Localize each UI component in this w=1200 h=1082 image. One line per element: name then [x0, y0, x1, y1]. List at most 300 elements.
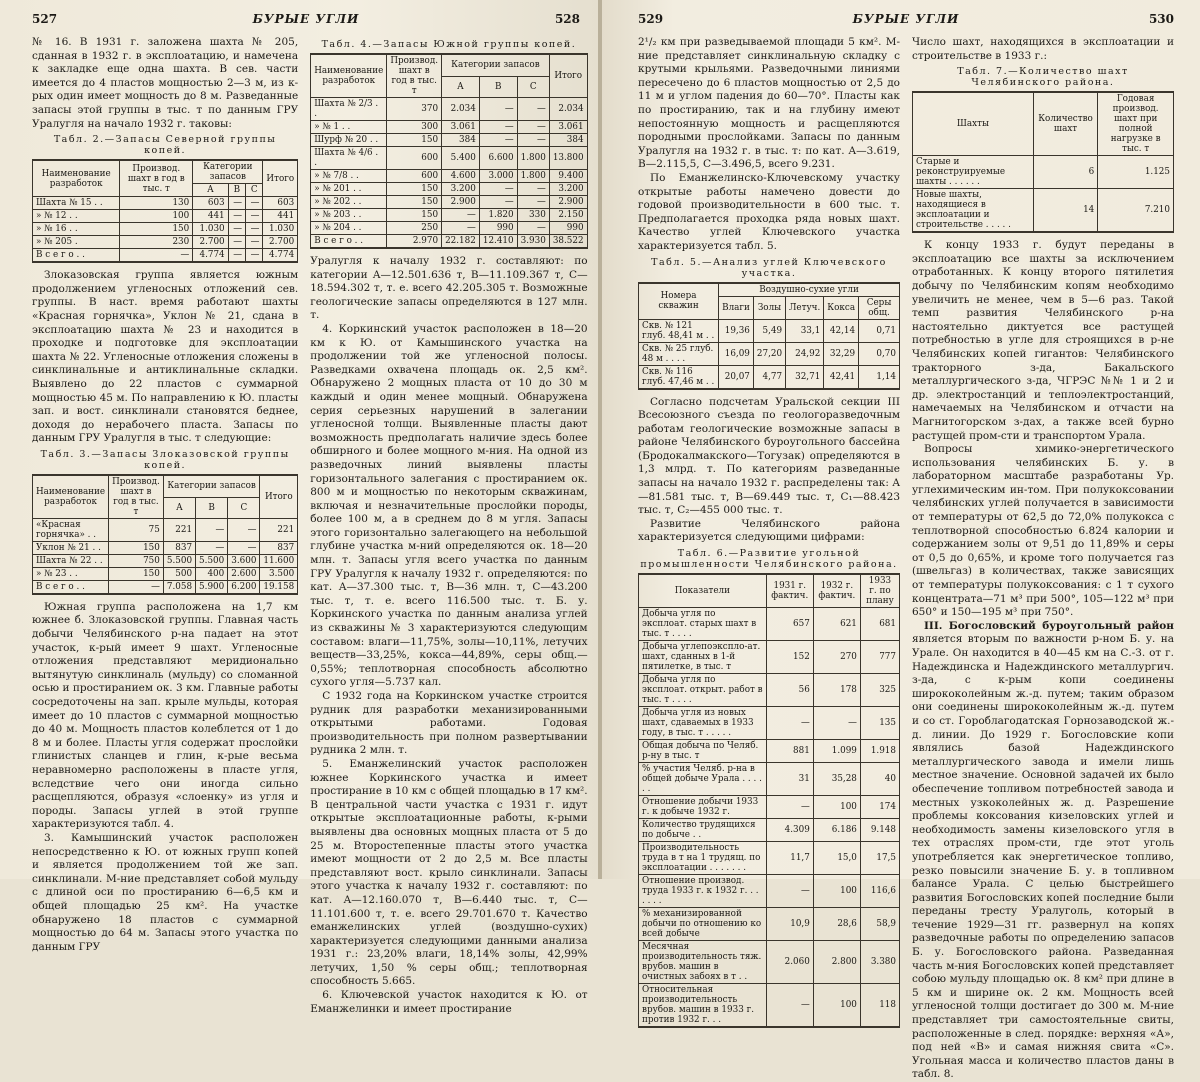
page-number-528: 528 [554, 12, 580, 26]
paragraph: По Еманжелинско-Ключевскому участку открытые работы намечено довести до годовой производительности в 600 тыс. т. Предполагается проходка ряда новых шахт. Качество углей Ключевского участка характеризуется табл. 5. [638, 171, 900, 252]
table-cell: 2.034 [549, 98, 587, 121]
row-label: Количество трудящихся по добыче . . [639, 819, 767, 842]
table-cell: — [442, 222, 480, 235]
table-body [311, 98, 587, 249]
table-header: A [163, 497, 195, 518]
running-title-left: БУРЫЕ УГЛИ [252, 12, 360, 26]
table-cell: — [766, 984, 813, 1028]
table-cell: 118 [860, 984, 899, 1028]
row-label: % участия Челяб. р-на в общей добыче Урала . . . . . . [639, 763, 767, 796]
table-cell: — [517, 222, 549, 235]
table-cell: 4.774 [193, 249, 228, 263]
table-header: Наименование разработок [33, 475, 109, 519]
table-cell: 1.918 [860, 740, 899, 763]
row-label: » № 23 . . [33, 567, 109, 580]
table-cell: 4.600 [442, 170, 480, 183]
table-cell: 1.030 [263, 223, 298, 236]
table-cell: 5.400 [442, 147, 480, 170]
table-row [33, 223, 298, 236]
row-label: » № 1 . . [311, 121, 387, 134]
table-header: Золы [753, 296, 785, 319]
table-cell: 42,14 [824, 319, 859, 342]
table-caption: Табл. 5.—Анализ углей Ключевского участка. [651, 256, 887, 279]
table-cell: 2.800 [813, 941, 860, 984]
table-cell: 174 [860, 796, 899, 819]
table-cell: 24,92 [786, 342, 824, 365]
table-row [913, 156, 1174, 189]
table-cell: 75 [109, 518, 164, 541]
table-cell: 5.900 [196, 580, 228, 594]
row-label: Шахта № 22 . . [33, 554, 109, 567]
table-cell: — [246, 223, 263, 236]
running-title-right: БУРЫЕ УГЛИ [852, 12, 960, 26]
table-4 [310, 53, 587, 249]
table-cell: 881 [766, 740, 813, 763]
table-cell: — [766, 707, 813, 740]
table-cell: 1.800 [517, 147, 549, 170]
paragraph: Злоказовская группа является южным продолжением угленосных отложений сев. группы. В наст. время работают шахты «Красная горнячка», Уклон № 21, сдана в эксплоатацию шахта № 23 и находится в проходке и подготовке для эксплоатации шахта № 22. Угленосные отложения сложены в синклинальные и антиклинальные складки. Выявлено до 22 пластов с суммарной мощностью 45 м. По направлению к Ю. пласты зап. и вост. синклинали становятся беднее, доходя до нерабочего пласта. Запасы по данным ГРУ Уралугля в тыс. т следующие: [32, 269, 299, 445]
table-cell: 657 [766, 608, 813, 641]
table-header: Серы общ. [859, 296, 900, 319]
table-cell: 2.600 [228, 567, 260, 580]
table-caption: Табл. 4.—Запасы Южной группы копей. [321, 39, 577, 50]
row-label: Добыча угля из новых шахт, сдаваемых в 1933 году, в тыс. т . . . . . [639, 707, 767, 740]
table-caption: Табл. 6.—Развитие угольной промышленности Челябинского района. [640, 548, 898, 571]
table-header: B [196, 497, 228, 518]
table-7 [912, 91, 1174, 233]
table-row [33, 580, 298, 594]
table-5 [638, 282, 900, 390]
paragraph: Развитие Челябинского района характеризуется следующими цифрами: [638, 517, 900, 544]
table-cell: 100 [813, 875, 860, 908]
table-row [639, 875, 900, 908]
table-cell: 16,09 [719, 342, 754, 365]
table-cell: 3.000 [479, 170, 517, 183]
table-header: Наименование разработок [33, 160, 120, 197]
table-cell: 300 [387, 121, 442, 134]
row-label: Шахта № 2/3 . . [311, 98, 387, 121]
row-label: Отношение производ. труда 1933 г. к 1932 г. . . . . . . [639, 875, 767, 908]
column-530 [912, 36, 1174, 1081]
right-page-header [638, 12, 1174, 34]
table-header: Наименование разработок [311, 54, 387, 98]
table-cell: — [228, 518, 260, 541]
table-header: Количество шахт [1033, 92, 1098, 156]
table-cell: 837 [163, 541, 195, 554]
table-row [639, 984, 900, 1028]
table-cell: 6.200 [228, 580, 260, 594]
table-cell: — [246, 210, 263, 223]
table-cell: 3.061 [549, 121, 587, 134]
table-cell: — [228, 223, 245, 236]
table-header: 1933 г. по плану [860, 574, 899, 608]
table-header: Итого [549, 54, 587, 98]
table-cell: — [196, 541, 228, 554]
table-cell: 32,29 [824, 342, 859, 365]
table-cell: 150 [387, 209, 442, 222]
table-cell: 40 [860, 763, 899, 796]
table-header: Производ. шахт в год в тыс. т [387, 54, 442, 98]
table-cell: 990 [549, 222, 587, 235]
row-label: Отношение добычи 1933 г. к добыче 1932 г. [639, 796, 767, 819]
row-label: Добыча угля по эксплоат. открыт. работ в тыс. т . . . . [639, 674, 767, 707]
table-cell: 2.970 [387, 235, 442, 249]
table-caption: Табл. 3.—Запасы Злоказовской группы копей. [40, 448, 290, 471]
table-header: A [193, 184, 228, 197]
table-row [311, 196, 587, 209]
table-cell: 600 [387, 170, 442, 183]
row-label: Месячная производительность тяж. врубов. машин в очистных забоях в т . . [639, 941, 767, 984]
table-row [639, 842, 900, 875]
table-row [33, 249, 298, 263]
paragraph: С 1932 года на Коркинском участке строится рудник для разработки механизированными открытыми работами. Годовая производительность при полном развертывании рудника 2 млн. т. [310, 690, 588, 757]
paragraph: 2¹/₂ км при разведываемой площади 5 км². М-ние представляет синклинальную складку с крутыми крыльями. Разведочными линиями пересечено до 6 пластов мощностью от 2,5 до 11 м и углом падения до 60—70°. Пласты как по простиранию, так и на глубину имеют непостоянную мощность и расщепляются породными прослойками. Запасы по данным Уралугля на 1932 г. в тыс. т: по кат. A—3.619, B—2.115,5, C—3.496,5, всего 9.231. [638, 36, 900, 171]
table-cell: 22.182 [442, 235, 480, 249]
table-cell: 152 [766, 641, 813, 674]
table-cell: 603 [193, 197, 228, 210]
table-cell: 33,1 [786, 319, 824, 342]
table-body [913, 156, 1174, 233]
table-cell: 150 [387, 196, 442, 209]
table-cell: 5.500 [163, 554, 195, 567]
table-cell: 2.060 [766, 941, 813, 984]
row-label: Шахта № 4/6 . . [311, 147, 387, 170]
table-header: Категории запасов [193, 160, 263, 184]
table-row [639, 941, 900, 984]
table-cell: 15,0 [813, 842, 860, 875]
section-heading: III. Богословский буроугольный район [924, 619, 1174, 632]
table-header: Категории запасов [163, 475, 260, 497]
table-cell: 38.522 [549, 235, 587, 249]
table-cell: 4.774 [263, 249, 298, 263]
table-cell: 2.150 [549, 209, 587, 222]
table-cell: 2.900 [442, 196, 480, 209]
table-cell: 441 [193, 210, 228, 223]
table-6 [638, 573, 900, 1028]
table-cell: 100 [120, 210, 193, 223]
paragraph: № 16. В 1931 г. заложена шахта № 205, сданная в 1932 г. в эксплоатацию, и намечена к закладке еще одна шахта. В сев. части имеется до 4 пластов мощностью 2—3 м, из к-рых один имеет мощность до 8 м. Разведанные запасы этой группы в тыс. т по данным ГРУ Уралугля на начало 1932 г. таковы: [32, 36, 299, 130]
table-cell: 13.800 [549, 147, 587, 170]
table-row [639, 707, 900, 740]
row-label: В с е г о . . [311, 235, 387, 249]
paragraph: Вопросы химико-энергетического использования челябинских Б. у. в лабораторном масштабе разработаны Ур. углехимическим ин-том. При полукоксовании челябинских углей получается в зависимости от температуры от 62,5 до 72,0% полукокса с теплотворной способностью 6.824 калории и содержанием золы от 9,51 до 11,89% и серы от 0,5 до 0,65%, и кроме того получается газ (швельгаз) в количествах, также зависящих от температуры полукоксования: с 1 т сухого концентрата—71 м³ при 500°, 105—122 м³ при 650° и 150—195 м³ при 750°. [912, 443, 1174, 619]
table-row [639, 819, 900, 842]
table-cell: 150 [109, 541, 164, 554]
row-label: Добыча углепоэкспло-ат. шахт, сданных в 1-й пятилетке, в тыс. т [639, 641, 767, 674]
table-cell: 135 [860, 707, 899, 740]
table-cell: 100 [813, 984, 860, 1028]
table-cell: 3.600 [228, 554, 260, 567]
table-header: C [517, 76, 549, 97]
table-row [639, 365, 900, 389]
row-label: » № 201 . . [311, 183, 387, 196]
table-header: Влаги [719, 296, 754, 319]
paragraph: Уралугля к началу 1932 г. составляют: по категории A—12.501.636 т, B—11.109.367 т, C—18.594.302 т, т. е. всего 42.205.305 т. Возможные геологические запасы определяются в 127 млн. т. [310, 255, 588, 322]
table-cell: 3.380 [860, 941, 899, 984]
table-cell: 681 [860, 608, 899, 641]
table-cell: 35,28 [813, 763, 860, 796]
table-header: Производ. шахт в год в тыс. т [109, 475, 164, 519]
table-cell: — [246, 249, 263, 263]
table-cell: — [228, 236, 245, 249]
table-cell: 178 [813, 674, 860, 707]
table-header: Годовая производ. шахт при полной нагрузке в тыс. т [1098, 92, 1174, 156]
table-cell: 370 [387, 98, 442, 121]
table-cell: 6.600 [479, 147, 517, 170]
table-cell: 19.158 [260, 580, 298, 594]
paragraph: Согласно подсчетам Уральской секции III Всесоюзного съезда по геологоразведочным работам геологические возможные запасы в районе Челябинского буроугольного бассейна (Бродокалмакского—Тогузак) определяются в 1,3 млрд. т. По категориям разведанные запасы на начало 1932 г. распределены так: A—81.581 тыс. т, B—69.449 тыс. т, C₁—88.423 тыс. т, C₂—455 000 тыс. т. [638, 395, 900, 517]
table-cell: 31 [766, 763, 813, 796]
table-row [33, 210, 298, 223]
paragraph: 5. Еманжелинский участок расположен южнее Коркинского участка и имеет простирание в 10 км с общей площадью в 17 км². В центральной части участка с 1931 г. идут открытые эксплоатационные работы, к-рыми выявлены два основных мощных пласта от 5 до 25 м. Второстепенные пласты этого участка имеют мощности от 2 до 2,5 м. Все пласты представляют вост. крыло синклинали. Запасы этого участка к началу 1932 г. составляют: по кат. A—12.160.070 т, B—6.440 тыс. т, C—11.101.600 т, т. е. всего 29.701.670 т. Качество еманжелинских углей (воздушно-сухих) характеризуется следующими данными анализа 1931 г.: 23,20% влаги, 18,14% золы, 42,99% летучих, 1,50 % серы общ.; теплотворная способность 5.665. [310, 757, 588, 988]
table-header: C [246, 184, 263, 197]
paragraph-text: является вторым по важности р-ном Б. у. на Урале. Он находится в 40—45 км на С.-З. от г. Надеждинска и Надеждинского металлургич. з-да, с к-рым копи соединены ширококолейным ж.-д. путем; таким образом они соединены ширококолейным ж.-д. путем и со ст. Гороблагодатская Горнозаводской ж.-д. линии. До 1929 г. Богословские копи являлись базой Надеждинского металлургического завода и имели лишь местное значение. Основной задачей их было обеспечение топливом потребностей завода и местных узкоколейных ж. д. Разрешение проблемы коксования кизеловских углей и необходимость замены кизеловского угля в тех отраслях пром-сти, где этот уголь употребляется как энергетическое топливо, резко повысили значение Б. у. в топливном балансе Урала. С целью быстрейшего развития Богословских копей последние были переданы тресту Уралуголь, который в течение 1929—31 гг. развернул на копях разведочные работы по определению запасов Б. у. Богословского района. Разведанная часть м-ния Богословских копей представляет собою мульду площадью ок. 8 км² при длине в 5 км и ширине ок. 2 км. Мощность всей угленосной толщи достигает до 300 м. М-ние представляет три самостоятельные свиты, расположенные в след. порядке: верхняя «А», под ней «В» и самая нижняя свита «С». Угольная масса и количество пластов даны в табл. 8. [912, 633, 1174, 1081]
table-row [311, 121, 587, 134]
table-cell: 150 [387, 134, 442, 147]
table-cell: 19,36 [719, 319, 754, 342]
table-row [639, 342, 900, 365]
table-cell: 3.061 [442, 121, 480, 134]
table-cell: — [517, 98, 549, 121]
table-cell: 100 [813, 796, 860, 819]
table-row [311, 183, 587, 196]
table-cell: 150 [120, 223, 193, 236]
row-label: » № 202 . . [311, 196, 387, 209]
row-label: Производительность труда в т на 1 трудящ. по эксплоатации . . . . . . . [639, 842, 767, 875]
table-cell: 0,71 [859, 319, 900, 342]
table-cell: 621 [813, 608, 860, 641]
table-cell: 500 [163, 567, 195, 580]
table-header: Показатели [639, 574, 767, 608]
table-cell: 777 [860, 641, 899, 674]
table-caption: Табл. 2.—Запасы Северной группы копей. [53, 134, 277, 157]
table-cell: — [120, 249, 193, 263]
table-cell: 4,77 [753, 365, 785, 389]
table-row [639, 763, 900, 796]
table-row [639, 319, 900, 342]
table-cell: 3.930 [517, 235, 549, 249]
table-cell: 6.186 [813, 819, 860, 842]
table-row [913, 189, 1174, 233]
table-cell: 12.410 [479, 235, 517, 249]
table-cell: — [109, 580, 164, 594]
table-cell: 14 [1033, 189, 1098, 233]
table-cell: 5.500 [196, 554, 228, 567]
paragraph [912, 620, 1174, 1082]
table-row [33, 197, 298, 210]
row-label: Новые шахты, находящиеся в эксплоатации и строительстве . . . . . [913, 189, 1034, 233]
table-cell: — [479, 183, 517, 196]
paragraph: 6. Ключевской участок находится к Ю. от Еманжелинки и имеет простирание [310, 989, 588, 1015]
table-header: Номера скважин [639, 283, 719, 320]
row-label: Скв. № 25 глуб. 48 м . . . . [639, 342, 719, 365]
table-cell: 42,41 [824, 365, 859, 389]
paragraph: 3. Камышинский участок расположен непосредственно к Ю. от южных групп копей и является продолжением той же зап. синклинали. М-ние представляет собой мульду с длиной оси по простиранию 6—6,5 км и общей площадью 25 км². На участке обнаружено 18 пластов с суммарной мощностью до 64 м. Запасы этого участка по данным ГРУ [32, 831, 299, 953]
right-page [602, 0, 1200, 1081]
table-cell: 2.034 [442, 98, 480, 121]
table-cell: 32,71 [786, 365, 824, 389]
row-label: Старые и реконструируемые шахты . . . . . . [913, 156, 1034, 189]
table-cell: 0,70 [859, 342, 900, 365]
row-label: Скв. № 121 глуб. 48,41 м . . [639, 319, 719, 342]
right-page-columns [638, 36, 1174, 1081]
table-cell: 1.820 [479, 209, 517, 222]
table-cell: 400 [196, 567, 228, 580]
table-cell: — [479, 134, 517, 147]
table-row [311, 170, 587, 183]
table-cell: 58,9 [860, 908, 899, 941]
table-cell: 1.800 [517, 170, 549, 183]
table-cell: 1.030 [193, 223, 228, 236]
table-header: Летуч. [786, 296, 824, 319]
table-body [639, 319, 900, 389]
page-number-527: 527 [32, 12, 58, 26]
table-row [311, 147, 587, 170]
table-cell: 17,5 [860, 842, 899, 875]
table-row [639, 740, 900, 763]
table-cell: 150 [109, 567, 164, 580]
row-label: » № 16 . . [33, 223, 120, 236]
table-cell: 3.200 [549, 183, 587, 196]
table-row [33, 541, 298, 554]
row-label: Добыча угля по эксплоат. старых шахт в тыс. т . . . . [639, 608, 767, 641]
table-cell: 384 [549, 134, 587, 147]
table-cell: 325 [860, 674, 899, 707]
table-cell: 600 [387, 147, 442, 170]
page-number-529: 529 [638, 12, 664, 26]
table-cell: 2.700 [263, 236, 298, 249]
table-cell: 1.099 [813, 740, 860, 763]
row-label: » № 12 . . [33, 210, 120, 223]
row-label: Шахта № 15 . . [33, 197, 120, 210]
table-cell: 3.500 [260, 567, 298, 580]
table-cell: 20,07 [719, 365, 754, 389]
row-label: % механизированной добычи по отношению ко всей добыче [639, 908, 767, 941]
table-row [311, 209, 587, 222]
table-caption: Табл. 7.—Количество шахт Челябинского района. [957, 66, 1129, 89]
table-cell: — [228, 197, 245, 210]
left-page [0, 0, 598, 1015]
table-cell: 27,20 [753, 342, 785, 365]
table-cell: 270 [813, 641, 860, 674]
table-cell: 6 [1033, 156, 1098, 189]
table-cell: 2.900 [549, 196, 587, 209]
table-row [33, 236, 298, 249]
table-row [639, 608, 900, 641]
table-row [639, 674, 900, 707]
table-header: 1932 г. фактич. [813, 574, 860, 608]
left-page-header [32, 12, 580, 34]
table-cell: — [517, 134, 549, 147]
table-header: B [479, 76, 517, 97]
paragraph: К концу 1933 г. будут переданы в эксплоатацию все шахты за исключением отработанных. К концу второго пятилетия добычу по Челябинским копям необходимо увеличить не менее, чем в 5—6 раз. Такой темп развития Челябинского р-на настоятельно диктуется все растущей потребностью в угле для строящихся в р-не Челябинских копей гигантов: Челябинского тракторного з-да, Бакальского металлургического з-да, ЧГРЭС №№ 1 и 2 и др. электростанций и теплоэлектростанций, намечаемых на Челябинском и отчасти на Магнитогорском з-дах, а также всей бурно растущей пром-сти и транспортом Урала. [912, 239, 1174, 442]
table-cell: 990 [479, 222, 517, 235]
table-cell: — [228, 541, 260, 554]
table-cell: 7.210 [1098, 189, 1174, 233]
table-header: Итого [260, 475, 298, 519]
table-cell: 9.400 [549, 170, 587, 183]
row-label: Скв. № 116 глуб. 47,46 м . . [639, 365, 719, 389]
table-cell: 603 [263, 197, 298, 210]
table-cell: 837 [260, 541, 298, 554]
table-cell: 116,6 [860, 875, 899, 908]
table-cell: 4.309 [766, 819, 813, 842]
table-cell: — [766, 875, 813, 908]
table-cell: 11.600 [260, 554, 298, 567]
row-label: «Красная горнячка» . . [33, 518, 109, 541]
table-cell: — [517, 183, 549, 196]
row-label: Шурф № 20 . . [311, 134, 387, 147]
table-body [33, 518, 298, 594]
row-label: » № 204 . . [311, 222, 387, 235]
table-row [33, 554, 298, 567]
table-cell: — [479, 98, 517, 121]
table-row [311, 222, 587, 235]
table-header: A [442, 76, 480, 97]
table-header: Категории запасов [442, 54, 550, 76]
table-row [33, 567, 298, 580]
table-cell: 150 [387, 183, 442, 196]
paragraph: Число шахт, находящихся в эксплоатации и строительстве в 1933 г.: [912, 36, 1174, 62]
table-cell: 330 [517, 209, 549, 222]
table-cell: 5,49 [753, 319, 785, 342]
table-cell: 221 [260, 518, 298, 541]
table-cell: 2.700 [193, 236, 228, 249]
column-528 [310, 36, 588, 1015]
table-cell: — [246, 197, 263, 210]
table-cell: 3.200 [442, 183, 480, 196]
table-row [639, 796, 900, 819]
table-header: Кокса [824, 296, 859, 319]
table-3 [32, 474, 298, 595]
table-cell: 9.148 [860, 819, 899, 842]
table-cell: — [246, 236, 263, 249]
table-header: C [228, 497, 260, 518]
table-cell: 1,14 [859, 365, 900, 389]
table-row [639, 641, 900, 674]
table-row [311, 235, 587, 249]
table-row [311, 134, 587, 147]
table-body [33, 197, 298, 263]
table-cell: 441 [263, 210, 298, 223]
table-cell: — [517, 196, 549, 209]
paragraph: Южная группа расположена на 1,7 км южнее б. Злоказовской группы. Главная часть добычи Челябинского р-на падает на этот участок, к-рый имеет 9 шахт. Угленосные отложения представляют меридионально вытянутую синклиналь (мульду) со сломанной осью и простиранием ок. 3 км. Главные работы сосредоточены на зап. крыле мульды, которая имеет до 10 пластов с суммарной мощностью до 40 м. Мощность пластов колеблется от 1 до 8 м и более. Пласты угля содержат прослойки глинистых сланцев и глин, к-рые весьма неравномерно расположены в пласте угля, вследствие чего они иногда сильно расщепляются, образуя «слоенку» из угля и породы. Запасы углей в этой группе характеризуются табл. 4. [32, 600, 299, 831]
paragraph: 4. Коркинский участок расположен в 18—20 км к Ю. от Камышинского участка на продолжении той же угленосной полосы. Разведками охвачена площадь ок. 2,5 км². Обнаружено 2 мощных пласта от 10 до 30 м каждый и один менее мощный. Обнаружена серия серьезных нарушений в залегании угленосной толщи. Выявленные пласты дают возможность предполагать наличие здесь более обширного и более мощного м-ния. На одной из разведочных линий выявлены пласты горизонтального залегания с простиранием ок. 800 м и мощностью по некоторым скважинам, включая и незначительные прослойки породы, более 100 м, а в среднем до 8 м угля. Запасы этого горизонтально залегающего на небольшой глубине участка м-ний определяются ок. 18—20 млн. т. Запасы угля всего участка по данным ГРУ Уралугля к началу 1932 г. определяются: по кат. A—37.300 тыс. т, B—36 млн. т, C—43.200 тыс. т, т. е. всего 116.500 тыс. т. Б. у. Коркинского участка по данным анализа углей из скважины № 3 характеризуются следующим составом: влаги—11,75%, золы—10,11%, летучих веществ—33,25%, кокса—44,89%, серы общ.—0,55%; теплотворная способность абсолютно сухого угля—5.737 кал. [310, 322, 588, 689]
table-header: Воздушно-сухие угли [719, 283, 900, 297]
row-label: » № 205 . [33, 236, 120, 249]
table-cell: 28,6 [813, 908, 860, 941]
table-cell: 130 [120, 197, 193, 210]
table-cell: — [479, 121, 517, 134]
table-body [639, 608, 900, 1028]
table-cell: 10,9 [766, 908, 813, 941]
row-label: Относительная производительность врубов. машин в 1933 г. против 1932 г. . . [639, 984, 767, 1028]
table-cell: 7.058 [163, 580, 195, 594]
table-header: 1931 г. фактич. [766, 574, 813, 608]
row-label: » № 7/8 . . [311, 170, 387, 183]
column-527 [32, 36, 299, 953]
table-cell: — [813, 707, 860, 740]
row-label: Уклон № 21 . . [33, 541, 109, 554]
row-label: В с е г о . . [33, 580, 109, 594]
table-cell: 230 [120, 236, 193, 249]
row-label: Общая добыча по Челяб. р-ну в тыс. т [639, 740, 767, 763]
table-header: Итого [263, 160, 298, 197]
page-number-530: 530 [1148, 12, 1174, 26]
row-label: » № 203 . . [311, 209, 387, 222]
table-header: Производ. шахт в год в тыс. т [120, 160, 193, 197]
table-cell: 250 [387, 222, 442, 235]
